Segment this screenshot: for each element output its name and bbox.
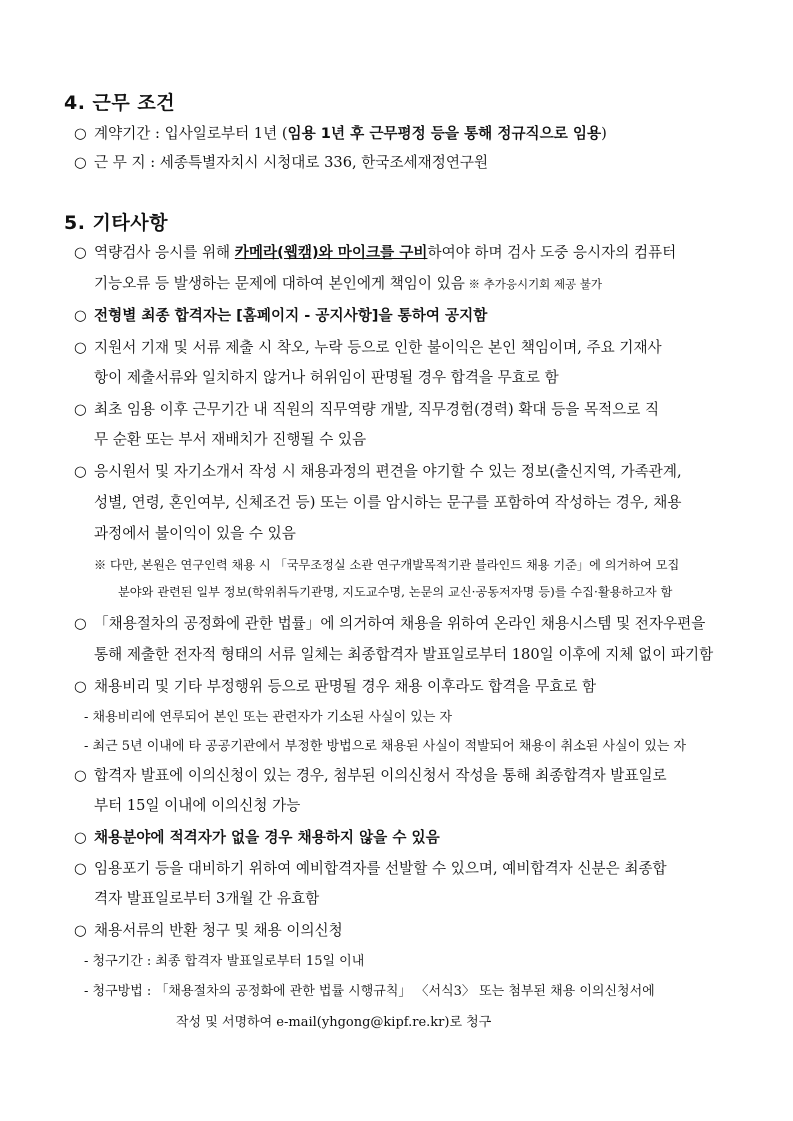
item-9: ○ 채용분야에 적격자가 없을 경우 채용하지 않을 수 있음 <box>74 829 440 846</box>
bullet: ○ <box>74 154 87 171</box>
bullet: ○ <box>74 922 87 939</box>
retest-note: ※ 추가응시기회 제공 불가 <box>464 277 603 291</box>
item-11: ○ 채용서류의 반환 청구 및 채용 이의신청 <box>74 922 343 939</box>
item-6-line-1: ○ 「채용절차의 공정화에 관한 법률」에 의거하여 채용을 위하여 온라인 채용시스템 및 전자우편을 <box>74 615 706 632</box>
bullet: ○ <box>74 339 87 356</box>
item-5-line-3: 과정에서 불이익이 있을 수 있음 <box>94 525 296 542</box>
bullet: ○ <box>74 125 87 142</box>
bullet: ○ <box>74 615 87 632</box>
item-3-line-2: 항이 제출서류와 일치하지 않거나 허위임이 판명될 경우 합격을 무효로 함 <box>94 369 559 386</box>
bullet: ○ <box>74 307 87 324</box>
item-7-detail-2: - 최근 5년 이내에 타 공공기관에서 부정한 방법으로 채용된 사실이 적발되어 채용이 취소된 사실이 있는 자 <box>84 739 687 754</box>
item-5-note-line-2: 분야와 관련된 일부 정보(학위취득기관명, 지도교수명, 논문의 교신·공동저자명 등)를 수집·활용하고자 함 <box>118 585 673 599</box>
item-10-line-1: ○ 임용포기 등을 대비하기 위하여 예비합격자를 선발할 수 있으며, 예비합격자 신분은 최종합 <box>74 860 667 877</box>
item-11-detail-2: - 청구방법 : 「채용절차의 공정화에 관한 법률 시행규칙」 〈서식3〉 또는 첨부된 채용 이의신청서에 <box>84 984 655 999</box>
section-5-heading: 5. 기타사항 <box>64 212 168 234</box>
item-6-line-2: 통해 제출한 전자적 형태의 서류 일체는 최종합격자 발표일로부터 180일 이후에 지체 없이 파기함 <box>94 646 714 663</box>
bullet: ○ <box>74 401 87 418</box>
bullet: ○ <box>74 244 87 261</box>
contract-period: ○ 계약기간 : 입사일로부터 1년 (임용 1년 후 근무평정 등을 통해 정규직으로 임용) <box>74 125 607 142</box>
item-4-line-2: 무 순환 또는 부서 재배치가 진행될 수 있음 <box>94 431 367 448</box>
item-1-line-2: 기능오류 등 발생하는 문제에 대하여 본인에게 책임이 있음 ※ 추가응시기회 제공 불가 <box>94 275 603 292</box>
bullet: ○ <box>74 860 87 877</box>
item-4-line-1: ○ 최초 임용 이후 근무기간 내 직원의 직무역량 개발, 직무경험(경력) 확대 등을 목적으로 직 <box>74 401 660 418</box>
equipment-requirement: 카메라(웹캠)와 마이크를 구비 <box>234 244 428 261</box>
item-8-line-1: ○ 합격자 발표에 이의신청이 있는 경우, 첨부된 이의신청서 작성을 통해 최종합격자 발표일로 <box>74 767 667 784</box>
item-11-detail-1: - 청구기간 : 최종 합격자 발표일로부터 15일 이내 <box>84 954 365 969</box>
bullet: ○ <box>74 829 87 846</box>
contract-highlight: 임용 1년 후 근무평정 등을 통해 정규직으로 임용 <box>287 125 602 142</box>
item-5-line-1: ○ 응시원서 및 자기소개서 작성 시 채용과정의 편견을 야기할 수 있는 정보(출신지역, 가족관계, <box>74 463 682 480</box>
work-location: ○ 근 무 지 : 세종특별자치시 시청대로 336, 한국조세재정연구원 <box>74 154 489 171</box>
item-1-line-1: ○ 역량검사 응시를 위해 카메라(웹캠)와 마이크를 구비하여야 하며 검사 도중 응시자의 컴퓨터 <box>74 244 677 261</box>
item-8-line-2: 부터 15일 이내에 이의신청 가능 <box>94 797 301 814</box>
item-10-line-2: 격자 발표일로부터 3개월 간 유효함 <box>94 890 320 907</box>
item-7: ○ 채용비리 및 기타 부정행위 등으로 판명될 경우 채용 이후라도 합격을 무효로 함 <box>74 678 597 695</box>
item-7-detail-1: - 채용비리에 연루되어 본인 또는 관련자가 기소된 사실이 있는 자 <box>84 710 453 725</box>
bullet: ○ <box>74 463 87 480</box>
item-2: ○ 전형별 최종 합격자는 [홈페이지 - 공지사항]을 통하여 공지함 <box>74 307 488 324</box>
section-4-heading: 4. 근무 조건 <box>64 92 176 114</box>
item-5-line-2: 성별, 연령, 혼인여부, 신체조건 등) 또는 이를 암시하는 문구를 포함하여 작성하는 경우, 채용 <box>94 494 682 511</box>
item-3-line-1: ○ 지원서 기재 및 서류 제출 시 착오, 누락 등으로 인한 불이익은 본인 책임이며, 주요 기재사 <box>74 339 662 356</box>
item-11-detail-3: 작성 및 서명하여 e-mail(yhgong@kipf.re.kr)로 청구 <box>176 1015 492 1030</box>
item-5-note-line-1: ※ 다만, 본원은 연구인력 채용 시 「국무조정실 소관 연구개발목적기관 블라인드 채용 기준」에 의거하여 모집 <box>94 558 680 572</box>
bullet: ○ <box>74 767 87 784</box>
bullet: ○ <box>74 678 87 695</box>
